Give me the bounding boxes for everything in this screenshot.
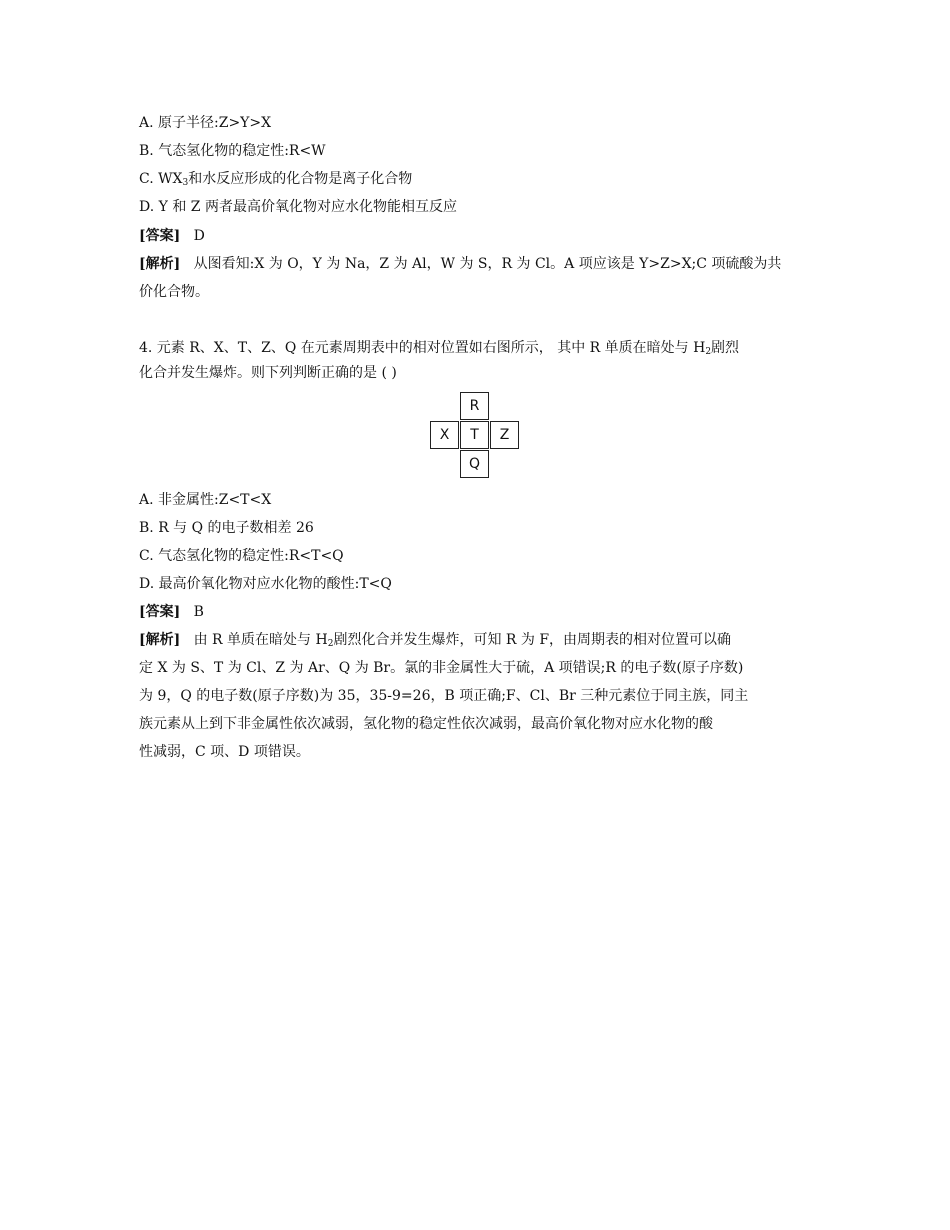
q4-stem-line1 (139, 338, 739, 358)
q3-option-c-text: C. WX (139, 171, 183, 187)
q3-option-c-text-end: 和水反应形成的化合物是离子化合物 (188, 171, 413, 187)
q4-answer (139, 602, 204, 622)
q3-option-b: B. 气态氢化物的稳定性:R<W (139, 143, 326, 159)
q4-stem-text: 4. 元素 R、X、T、Z、Q 在元素周期表中的相对位置如右图所示， 其中 R 单质在暗处与 H (139, 340, 706, 356)
q3-option-a: A. 原子半径:Z>Y>X (139, 115, 272, 131)
analysis-label: [解析] (139, 256, 181, 272)
q4-analysis (139, 630, 731, 650)
element-position-table (430, 392, 520, 480)
subscript: 2 (705, 347, 712, 357)
cell-x: X (430, 421, 459, 449)
q4-option-b: B. R 与 Q 的电子数相差 26 (139, 520, 314, 536)
q4-analysis-line3: 为 9，Q 的电子数(原子序数)为 35，35-9=26，B 项正确;F、Cl、Br 三种元素位于同主族，同主 (139, 688, 749, 704)
q3-option-c (139, 169, 412, 189)
cell-z: Z (490, 421, 519, 449)
q3-option-d: D. Y 和 Z 两者最高价氧化物对应水化物能相互反应 (139, 199, 457, 215)
q4-stem-text-end: 剧烈 (711, 340, 740, 356)
q4-analysis-line5: 性减弱，C 项、D 项错误。 (139, 744, 310, 760)
subscript: 3 (182, 178, 189, 188)
cell-t: T (460, 421, 489, 449)
q3-answer (139, 226, 205, 246)
q3-analysis (139, 254, 781, 274)
q3-analysis-cont: 价化合物。 (139, 284, 209, 300)
q4-stem-line2: 化合并发生爆炸。则下列判断正确的是 ( ) (139, 365, 397, 381)
q4-analysis-line4: 族元素从上到下非金属性依次减弱，氢化物的稳定性依次减弱，最高价氧化物对应水化物的酸 (139, 716, 713, 732)
q4-option-c: C. 气态氢化物的稳定性:R<T<Q (139, 548, 344, 564)
analysis-label: [解析] (139, 632, 181, 648)
q4-analysis-text-end: 剧烈化合并发生爆炸，可知 R 为 F，由周期表的相对位置可以确 (333, 632, 732, 648)
cell-q: Q (460, 450, 489, 478)
subscript: 2 (327, 639, 334, 649)
q3-analysis-text: 从图看知:X 为 O，Y 为 Na，Z 为 Al，W 为 S，R 为 Cl。A 项应该是 Y>Z>X;C 项硫酸为共 (193, 256, 782, 272)
q4-analysis-text: 由 R 单质在暗处与 H (193, 632, 328, 648)
answer-value: D (193, 228, 205, 244)
q4-analysis-line2: 定 X 为 S、T 为 Cl、Z 为 Ar、Q 为 Br。氯的非金属性大于硫，A 项错误;R 的电子数(原子序数) (139, 660, 744, 676)
q4-option-a: A. 非金属性:Z<T<X (139, 492, 272, 508)
cell-r: R (460, 392, 489, 420)
q4-option-d: D. 最高价氧化物对应水化物的酸性:T<Q (139, 576, 392, 592)
answer-label: [答案] (139, 604, 181, 620)
answer-value: B (193, 604, 204, 620)
answer-label: [答案] (139, 228, 181, 244)
